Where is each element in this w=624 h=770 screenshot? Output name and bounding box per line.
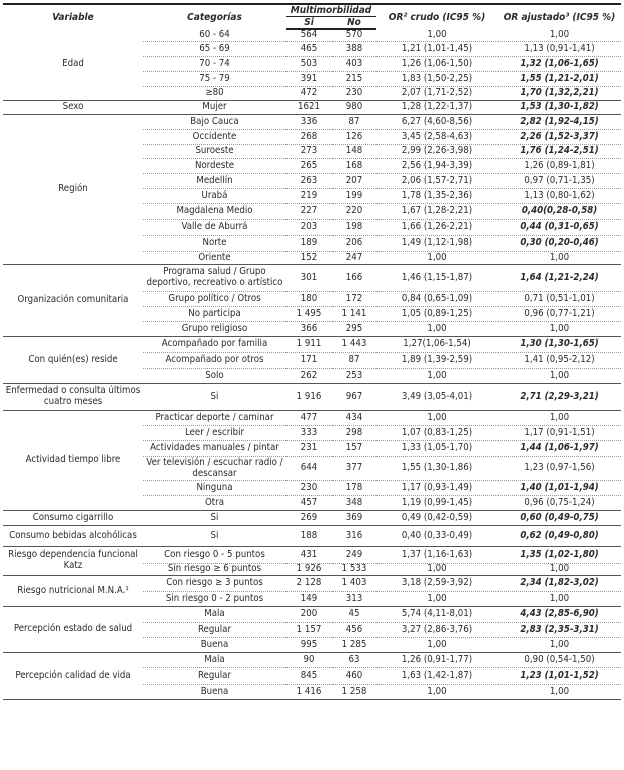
no-count-cell: 178 bbox=[332, 481, 376, 496]
or-ajustado-cell: 1,35 (1,02-1,80) bbox=[498, 547, 621, 564]
category-cell: Suroeste bbox=[143, 145, 286, 159]
or-crudo-cell: 1,07 (0,83-1,25) bbox=[376, 426, 498, 441]
si-count-cell: 1 911 bbox=[286, 337, 332, 353]
si-count-cell: 231 bbox=[286, 441, 332, 457]
or-ajustado-cell: 1,40 (1,01-1,94) bbox=[498, 481, 621, 496]
no-count-cell: 298 bbox=[332, 426, 376, 441]
no-count-cell: 247 bbox=[332, 252, 376, 265]
table-row bbox=[3, 337, 621, 353]
or-crudo-cell: 0,49 (0,42-0,59) bbox=[376, 511, 498, 526]
no-count-cell: 198 bbox=[332, 220, 376, 236]
variable-cell: Organización comunitaria bbox=[3, 265, 143, 337]
category-cell: Bajo Cauca bbox=[143, 115, 286, 130]
or-ajustado-cell: 1,41 (0,95-2,12) bbox=[498, 353, 621, 369]
or-crudo-cell: 2,06 (1,57-2,71) bbox=[376, 174, 498, 189]
variable-cell: Consumo cigarrillo bbox=[3, 511, 143, 526]
table-row bbox=[3, 511, 621, 526]
no-count-cell: 207 bbox=[332, 174, 376, 189]
or-ajustado-cell: 0,97 (0,71-1,35) bbox=[498, 174, 621, 189]
or-ajustado-cell: 2,82 (1,92-4,15) bbox=[498, 115, 621, 130]
or-ajustado-cell: 1,44 (1,06-1,97) bbox=[498, 441, 621, 457]
category-cell: Regular bbox=[143, 623, 286, 638]
variable-cell: Enfermedad o consulta últimos cuatro meses bbox=[3, 384, 143, 411]
or-crudo-cell: 1,67 (1,28-2,21) bbox=[376, 204, 498, 220]
no-count-cell: 316 bbox=[332, 526, 376, 547]
no-count-cell: 348 bbox=[332, 496, 376, 511]
no-count-cell: 126 bbox=[332, 130, 376, 145]
category-cell: Con riesgo ≥ 3 puntos bbox=[143, 576, 286, 592]
table-row bbox=[3, 411, 621, 426]
or-crudo-cell: 1,00 bbox=[376, 564, 498, 576]
or-ajustado-cell: 2,26 (1,52-3,37) bbox=[498, 130, 621, 145]
variable-cell: Sexo bbox=[3, 101, 143, 115]
no-count-cell: 45 bbox=[332, 607, 376, 623]
category-cell: Solo bbox=[143, 369, 286, 384]
or-crudo-cell: 3,18 (2,59-3,92) bbox=[376, 576, 498, 592]
category-cell: Magdalena Medio bbox=[143, 204, 286, 220]
variable-cell: Riesgo nutricional M.N.A.¹ bbox=[3, 576, 143, 607]
header-variable: Variable bbox=[3, 4, 143, 29]
no-count-cell: 157 bbox=[332, 441, 376, 457]
variable-cell: Región bbox=[3, 115, 143, 265]
no-count-cell: 148 bbox=[332, 145, 376, 159]
or-ajustado-cell: 0,90 (0,54-1,50) bbox=[498, 653, 621, 668]
si-count-cell: 472 bbox=[286, 87, 332, 101]
or-crudo-cell: 3,27 (2,86-3,76) bbox=[376, 623, 498, 638]
or-crudo-cell: 1,19 (0,99-1,45) bbox=[376, 496, 498, 511]
variable-cell: Consumo bebidas alcohólicas bbox=[3, 526, 143, 547]
si-count-cell: 1621 bbox=[286, 101, 332, 115]
or-crudo-cell: 1,00 bbox=[376, 411, 498, 426]
or-ajustado-cell: 1,13 (0,91-1,41) bbox=[498, 42, 621, 57]
or-ajustado-cell: 0,40(0,28-0,58) bbox=[498, 204, 621, 220]
category-cell: Ver televisión / escuchar radio / descansar bbox=[143, 457, 286, 481]
or-crudo-cell: 1,63 (1,42-1,87) bbox=[376, 668, 498, 685]
si-count-cell: 644 bbox=[286, 457, 332, 481]
header-or-ajustado: OR ajustado³ (IC95 %) bbox=[498, 4, 621, 29]
or-ajustado-cell: 1,00 bbox=[498, 685, 621, 700]
or-ajustado-cell: 2,34 (1,82-3,02) bbox=[498, 576, 621, 592]
si-count-cell: 263 bbox=[286, 174, 332, 189]
or-ajustado-cell: 1,17 (0,91-1,51) bbox=[498, 426, 621, 441]
or-crudo-cell: 6,27 (4,60-8,56) bbox=[376, 115, 498, 130]
or-ajustado-cell: 0,44 (0,31-0,65) bbox=[498, 220, 621, 236]
category-cell: Ninguna bbox=[143, 481, 286, 496]
category-cell: Buena bbox=[143, 685, 286, 700]
si-count-cell: 503 bbox=[286, 57, 332, 72]
no-count-cell: 253 bbox=[332, 369, 376, 384]
header-or-crudo: OR² crudo (IC95 %) bbox=[376, 4, 498, 29]
or-crudo-cell: 1,00 bbox=[376, 638, 498, 653]
no-count-cell: 172 bbox=[332, 292, 376, 307]
category-cell: Actividades manuales / pintar bbox=[143, 441, 286, 457]
or-crudo-cell: 1,00 bbox=[376, 29, 498, 41]
or-ajustado-cell: 1,53 (1,30-1,82) bbox=[498, 101, 621, 115]
variable-cell: Edad bbox=[3, 29, 143, 100]
category-cell: Urabá bbox=[143, 189, 286, 204]
or-crudo-cell: 1,89 (1,39-2,59) bbox=[376, 353, 498, 369]
header-multimorbilidad: Multimorbilidad bbox=[286, 4, 376, 17]
table-row bbox=[3, 576, 621, 592]
si-count-cell: 1 916 bbox=[286, 384, 332, 411]
or-crudo-cell: 1,46 (1,15-1,87) bbox=[376, 265, 498, 292]
si-count-cell: 845 bbox=[286, 668, 332, 685]
category-cell: Norte bbox=[143, 236, 286, 252]
si-count-cell: 219 bbox=[286, 189, 332, 204]
or-ajustado-cell: 2,83 (2,35-3,31) bbox=[498, 623, 621, 638]
or-ajustado-cell: 1,76 (1,24-2,51) bbox=[498, 145, 621, 159]
table-row bbox=[3, 115, 621, 130]
no-count-cell: 460 bbox=[332, 668, 376, 685]
no-count-cell: 980 bbox=[332, 101, 376, 115]
no-count-cell: 230 bbox=[332, 87, 376, 101]
no-count-cell: 1 403 bbox=[332, 576, 376, 592]
category-cell: Regular bbox=[143, 668, 286, 685]
category-cell: Sin riesgo ≥ 6 puntos bbox=[143, 564, 286, 576]
or-crudo-cell: 2,56 (1,94-3,39) bbox=[376, 159, 498, 174]
or-crudo-cell: 1,00 bbox=[376, 252, 498, 265]
si-count-cell: 477 bbox=[286, 411, 332, 426]
category-cell: Acompañado por familia bbox=[143, 337, 286, 353]
or-crudo-cell: 1,26 (1,06-1,50) bbox=[376, 57, 498, 72]
table-row bbox=[3, 29, 621, 41]
or-ajustado-cell: 1,00 bbox=[498, 592, 621, 607]
category-cell: Programa salud / Grupo deportivo, recreativo o artístico bbox=[143, 265, 286, 292]
table-body bbox=[3, 29, 621, 699]
category-cell: ≥80 bbox=[143, 87, 286, 101]
category-cell: 75 - 79 bbox=[143, 72, 286, 87]
or-crudo-cell: 3,49 (3,05-4,01) bbox=[376, 384, 498, 411]
table-row bbox=[3, 384, 621, 411]
or-ajustado-cell: 1,00 bbox=[498, 252, 621, 265]
category-cell: Oriente bbox=[143, 252, 286, 265]
si-count-cell: 200 bbox=[286, 607, 332, 623]
si-count-cell: 227 bbox=[286, 204, 332, 220]
no-count-cell: 369 bbox=[332, 511, 376, 526]
category-cell: Si bbox=[143, 511, 286, 526]
table-row bbox=[3, 101, 621, 115]
or-ajustado-cell: 0,96 (0,75-1,24) bbox=[498, 496, 621, 511]
si-count-cell: 152 bbox=[286, 252, 332, 265]
si-count-cell: 564 bbox=[286, 29, 332, 41]
si-count-cell: 268 bbox=[286, 130, 332, 145]
or-crudo-cell: 5,74 (4,11-8,01) bbox=[376, 607, 498, 623]
si-count-cell: 188 bbox=[286, 526, 332, 547]
variable-cell: Actividad tiempo libre bbox=[3, 411, 143, 511]
or-crudo-cell: 1,17 (0,93-1,49) bbox=[376, 481, 498, 496]
no-count-cell: 388 bbox=[332, 42, 376, 57]
si-count-cell: 171 bbox=[286, 353, 332, 369]
si-count-cell: 1 926 bbox=[286, 564, 332, 576]
no-count-cell: 1 285 bbox=[332, 638, 376, 653]
or-crudo-cell: 0,40 (0,33-0,49) bbox=[376, 526, 498, 547]
or-ajustado-cell: 1,00 bbox=[498, 638, 621, 653]
si-count-cell: 262 bbox=[286, 369, 332, 384]
or-ajustado-cell: 1,13 (0,80-1,62) bbox=[498, 189, 621, 204]
or-ajustado-cell: 1,30 (1,30-1,65) bbox=[498, 337, 621, 353]
or-crudo-cell: 1,00 bbox=[376, 685, 498, 700]
no-count-cell: 63 bbox=[332, 653, 376, 668]
si-count-cell: 431 bbox=[286, 547, 332, 564]
si-count-cell: 995 bbox=[286, 638, 332, 653]
category-cell: Grupo político / Otros bbox=[143, 292, 286, 307]
si-count-cell: 180 bbox=[286, 292, 332, 307]
no-count-cell: 87 bbox=[332, 353, 376, 369]
or-crudo-cell: 1,00 bbox=[376, 592, 498, 607]
no-count-cell: 434 bbox=[332, 411, 376, 426]
category-cell: 65 - 69 bbox=[143, 42, 286, 57]
category-cell: Si bbox=[143, 384, 286, 411]
no-count-cell: 215 bbox=[332, 72, 376, 87]
no-count-cell: 403 bbox=[332, 57, 376, 72]
si-count-cell: 336 bbox=[286, 115, 332, 130]
category-cell: Buena bbox=[143, 638, 286, 653]
category-cell: Mala bbox=[143, 653, 286, 668]
no-count-cell: 570 bbox=[332, 29, 376, 41]
table-row bbox=[3, 526, 621, 547]
variable-cell: Percepción calidad de vida bbox=[3, 653, 143, 700]
or-crudo-cell: 1,49 (1,12-1,98) bbox=[376, 236, 498, 252]
or-ajustado-cell: 1,00 bbox=[498, 322, 621, 337]
no-count-cell: 313 bbox=[332, 592, 376, 607]
header-si: Si bbox=[286, 17, 332, 30]
header-categorias: Categorías bbox=[143, 4, 286, 29]
category-cell: Si bbox=[143, 526, 286, 547]
si-count-cell: 333 bbox=[286, 426, 332, 441]
si-count-cell: 230 bbox=[286, 481, 332, 496]
or-crudo-cell: 1,05 (0,89-1,25) bbox=[376, 307, 498, 322]
or-crudo-cell: 1,55 (1,30-1,86) bbox=[376, 457, 498, 481]
no-count-cell: 456 bbox=[332, 623, 376, 638]
table-row bbox=[3, 547, 621, 564]
variable-cell: Con quién(es) reside bbox=[3, 337, 143, 384]
no-count-cell: 220 bbox=[332, 204, 376, 220]
category-cell: Mujer bbox=[143, 101, 286, 115]
si-count-cell: 391 bbox=[286, 72, 332, 87]
or-ajustado-cell: 0,71 (0,51-1,01) bbox=[498, 292, 621, 307]
or-crudo-cell: 1,27(1,06-1,54) bbox=[376, 337, 498, 353]
or-ajustado-cell: 0,30 (0,20-0,46) bbox=[498, 236, 621, 252]
si-count-cell: 366 bbox=[286, 322, 332, 337]
or-crudo-cell: 3,45 (2,58-4,63) bbox=[376, 130, 498, 145]
si-count-cell: 149 bbox=[286, 592, 332, 607]
category-cell: Otra bbox=[143, 496, 286, 511]
table-row bbox=[3, 653, 621, 668]
or-crudo-cell: 1,33 (1,05-1,70) bbox=[376, 441, 498, 457]
category-cell: Occidente bbox=[143, 130, 286, 145]
si-count-cell: 465 bbox=[286, 42, 332, 57]
or-ajustado-cell: 1,64 (1,21-2,24) bbox=[498, 265, 621, 292]
category-cell: 60 - 64 bbox=[143, 29, 286, 41]
si-count-cell: 189 bbox=[286, 236, 332, 252]
no-count-cell: 967 bbox=[332, 384, 376, 411]
si-count-cell: 265 bbox=[286, 159, 332, 174]
no-count-cell: 199 bbox=[332, 189, 376, 204]
no-count-cell: 206 bbox=[332, 236, 376, 252]
si-count-cell: 90 bbox=[286, 653, 332, 668]
no-count-cell: 166 bbox=[332, 265, 376, 292]
category-cell: Valle de Aburrá bbox=[143, 220, 286, 236]
or-crudo-cell: 1,21 (1,01-1,45) bbox=[376, 42, 498, 57]
table-row bbox=[3, 265, 621, 292]
category-cell: Medellín bbox=[143, 174, 286, 189]
si-count-cell: 457 bbox=[286, 496, 332, 511]
si-count-cell: 301 bbox=[286, 265, 332, 292]
category-cell: Con riesgo 0 - 5 puntos bbox=[143, 547, 286, 564]
category-cell: Sin riesgo 0 - 2 puntos bbox=[143, 592, 286, 607]
variable-cell: Riesgo dependencia funcional Katz bbox=[3, 547, 143, 576]
no-count-cell: 168 bbox=[332, 159, 376, 174]
category-cell: Mala bbox=[143, 607, 286, 623]
or-crudo-cell: 0,84 (0,65-1,09) bbox=[376, 292, 498, 307]
or-ajustado-cell: 1,00 bbox=[498, 411, 621, 426]
or-ajustado-cell: 4,43 (2,85-6,90) bbox=[498, 607, 621, 623]
si-count-cell: 1 157 bbox=[286, 623, 332, 638]
category-cell: 70 - 74 bbox=[143, 57, 286, 72]
or-crudo-cell: 2,99 (2,26-3,98) bbox=[376, 145, 498, 159]
category-cell: Grupo religioso bbox=[143, 322, 286, 337]
si-count-cell: 203 bbox=[286, 220, 332, 236]
category-cell: Leer / escribir bbox=[143, 426, 286, 441]
or-crudo-cell: 1,83 (1,50-2,25) bbox=[376, 72, 498, 87]
table-row bbox=[3, 607, 621, 623]
no-count-cell: 1 141 bbox=[332, 307, 376, 322]
or-ajustado-cell: 2,71 (2,29-3,21) bbox=[498, 384, 621, 411]
or-ajustado-cell: 0,62 (0,49-0,80) bbox=[498, 526, 621, 547]
or-crudo-cell: 1,78 (1,35-2,36) bbox=[376, 189, 498, 204]
category-cell: No participa bbox=[143, 307, 286, 322]
or-ajustado-cell: 1,70 (1,32,2,21) bbox=[498, 87, 621, 101]
or-crudo-cell: 1,00 bbox=[376, 369, 498, 384]
or-crudo-cell: 1,28 (1,22-1,37) bbox=[376, 101, 498, 115]
si-count-cell: 269 bbox=[286, 511, 332, 526]
no-count-cell: 87 bbox=[332, 115, 376, 130]
no-count-cell: 249 bbox=[332, 547, 376, 564]
no-count-cell: 377 bbox=[332, 457, 376, 481]
or-ajustado-cell: 1,55 (1,21-2,01) bbox=[498, 72, 621, 87]
category-cell: Acompañado por otros bbox=[143, 353, 286, 369]
or-ajustado-cell: 1,00 bbox=[498, 564, 621, 576]
no-count-cell: 1 258 bbox=[332, 685, 376, 700]
si-count-cell: 1 495 bbox=[286, 307, 332, 322]
or-ajustado-cell: 1,00 bbox=[498, 29, 621, 41]
category-cell: Practicar deporte / caminar bbox=[143, 411, 286, 426]
or-crudo-cell: 1,26 (0,91-1,77) bbox=[376, 653, 498, 668]
multimorbidity-table bbox=[3, 3, 621, 700]
or-crudo-cell: 2,07 (1,71-2,52) bbox=[376, 87, 498, 101]
no-count-cell: 1 443 bbox=[332, 337, 376, 353]
or-crudo-cell: 1,37 (1,16-1,63) bbox=[376, 547, 498, 564]
or-ajustado-cell: 1,32 (1,06-1,65) bbox=[498, 57, 621, 72]
category-cell: Nordeste bbox=[143, 159, 286, 174]
or-ajustado-cell: 1,23 (0,97-1,56) bbox=[498, 457, 621, 481]
or-crudo-cell: 1,00 bbox=[376, 322, 498, 337]
si-count-cell: 273 bbox=[286, 145, 332, 159]
or-ajustado-cell: 0,60 (0,49-0,75) bbox=[498, 511, 621, 526]
or-ajustado-cell: 1,26 (0,89-1,81) bbox=[498, 159, 621, 174]
or-crudo-cell: 1,66 (1,26-2,21) bbox=[376, 220, 498, 236]
si-count-cell: 1 416 bbox=[286, 685, 332, 700]
header-no: No bbox=[332, 17, 376, 30]
no-count-cell: 1 533 bbox=[332, 564, 376, 576]
no-count-cell: 295 bbox=[332, 322, 376, 337]
or-ajustado-cell: 0,96 (0,77-1,21) bbox=[498, 307, 621, 322]
variable-cell: Percepción estado de salud bbox=[3, 607, 143, 653]
or-ajustado-cell: 1,00 bbox=[498, 369, 621, 384]
si-count-cell: 2 128 bbox=[286, 576, 332, 592]
or-ajustado-cell: 1,23 (1,01-1,52) bbox=[498, 668, 621, 685]
